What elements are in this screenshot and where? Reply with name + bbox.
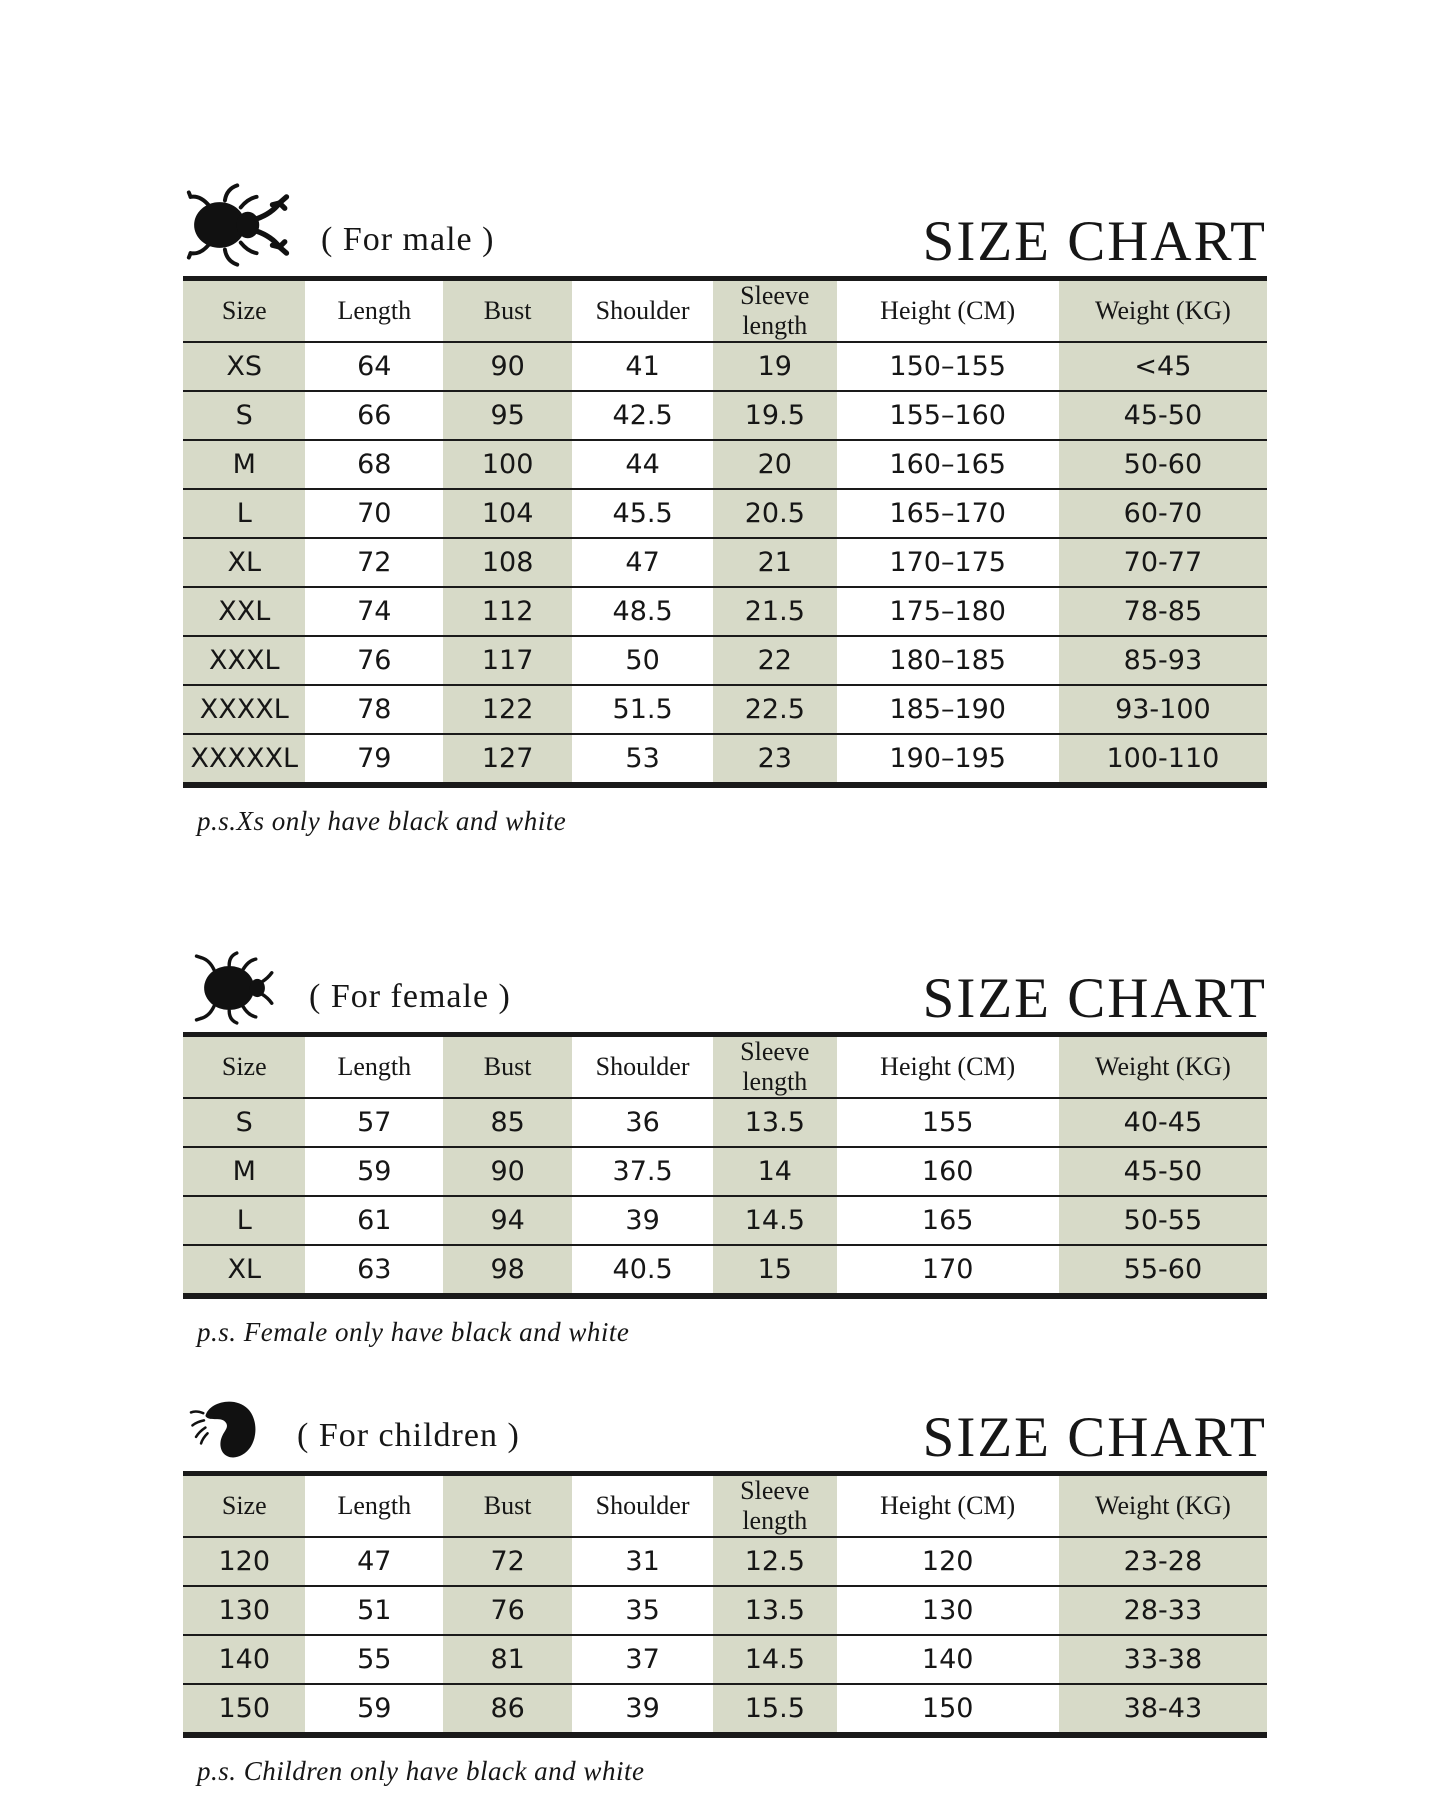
column-header: Bust [443, 279, 572, 343]
value-cell: 78 [357, 694, 392, 725]
value-cell: 50-55 [1059, 1196, 1267, 1245]
value-cell: 48.5 [612, 596, 673, 627]
table-row [183, 1098, 1267, 1147]
value-cell: 104 [443, 489, 572, 538]
size-cell: S [183, 1098, 305, 1147]
size-cell: L [183, 489, 305, 538]
table-row [183, 1586, 1267, 1635]
value-cell: 15.5 [713, 1684, 837, 1735]
male-size-table [183, 276, 1267, 788]
value-cell: 12.5 [713, 1537, 837, 1586]
value-cell: 40-45 [1059, 1098, 1267, 1147]
value-cell: 140 [921, 1644, 974, 1675]
size-cell: XXL [183, 587, 305, 636]
value-cell: 13.5 [713, 1098, 837, 1147]
value-cell: 41 [625, 351, 660, 382]
value-cell: 20 [713, 440, 837, 489]
column-header: Height (CM) [880, 1052, 1016, 1081]
size-cell: 140 [183, 1635, 305, 1684]
value-cell: 76 [443, 1586, 572, 1635]
value-cell: 38-43 [1059, 1684, 1267, 1735]
value-cell: 55 [357, 1644, 392, 1675]
value-cell: 117 [443, 636, 572, 685]
value-cell: 51 [357, 1595, 392, 1626]
table-row [183, 440, 1267, 489]
value-cell: 14.5 [713, 1635, 837, 1684]
column-header: Shoulder [595, 296, 690, 325]
table-row [183, 1684, 1267, 1735]
column-header: Length [337, 296, 412, 325]
value-cell: 130 [921, 1595, 974, 1626]
section-header [183, 1395, 1267, 1469]
value-cell: 175–180 [889, 596, 1006, 627]
value-cell: 108 [443, 538, 572, 587]
table-row [183, 489, 1267, 538]
column-header: Shoulder [595, 1491, 690, 1520]
table-row [183, 1147, 1267, 1196]
column-header: Weight (KG) [1059, 1474, 1267, 1538]
value-cell: 37 [625, 1644, 660, 1675]
size-cell: 130 [183, 1586, 305, 1635]
value-cell: 85-93 [1059, 636, 1267, 685]
value-cell: 37.5 [612, 1156, 673, 1187]
table-row [183, 1537, 1267, 1586]
value-cell: 31 [625, 1546, 660, 1577]
header-left [183, 181, 494, 269]
table-row [183, 587, 1267, 636]
value-cell: 86 [443, 1684, 572, 1735]
female-beetle-icon [183, 950, 283, 1026]
header-row [183, 279, 1267, 343]
table-row [183, 391, 1267, 440]
chart-title-female: SIZE CHART [922, 966, 1267, 1030]
value-cell: 44 [625, 449, 660, 480]
value-cell: 190–195 [889, 743, 1006, 774]
value-cell: 81 [443, 1635, 572, 1684]
value-cell: 112 [443, 587, 572, 636]
value-cell: 170–175 [889, 547, 1006, 578]
table-row [183, 734, 1267, 785]
section-children [183, 1395, 1267, 1787]
column-header: Weight (KG) [1059, 1035, 1267, 1099]
value-cell: 165 [921, 1205, 974, 1236]
size-cell: XXXXXL [183, 734, 305, 785]
value-cell: 35 [625, 1595, 660, 1626]
size-cell: XL [183, 1245, 305, 1296]
group-label-children: ( For children ) [297, 1417, 520, 1454]
section-header [183, 952, 1267, 1030]
section-female [183, 952, 1267, 1348]
size-cell: 150 [183, 1684, 305, 1735]
value-cell: 50-60 [1059, 440, 1267, 489]
value-cell: 15 [713, 1245, 837, 1296]
value-cell: 57 [357, 1107, 392, 1138]
value-cell: 70-77 [1059, 538, 1267, 587]
value-cell: 19 [713, 342, 837, 391]
value-cell: 68 [357, 449, 392, 480]
value-cell: 45-50 [1059, 391, 1267, 440]
value-cell: 60-70 [1059, 489, 1267, 538]
value-cell: <45 [1059, 342, 1267, 391]
column-header: Sleeve length [713, 279, 837, 343]
value-cell: 22.5 [713, 685, 837, 734]
value-cell: 160–165 [889, 449, 1006, 480]
value-cell: 40.5 [612, 1254, 673, 1285]
value-cell: 122 [443, 685, 572, 734]
value-cell: 98 [443, 1245, 572, 1296]
column-header: Height (CM) [880, 1491, 1016, 1520]
value-cell: 33-38 [1059, 1635, 1267, 1684]
footnote-female: p.s. Female only have black and white [197, 1317, 630, 1347]
value-cell: 93-100 [1059, 685, 1267, 734]
female-size-table [183, 1032, 1267, 1299]
value-cell: 39 [625, 1205, 660, 1236]
section-male [183, 183, 1267, 837]
value-cell: 66 [357, 400, 392, 431]
value-cell: 51.5 [612, 694, 673, 725]
size-cell: M [183, 440, 305, 489]
table-row [183, 1196, 1267, 1245]
column-header: Length [337, 1052, 412, 1081]
value-cell: 185–190 [889, 694, 1006, 725]
value-cell: 155–160 [889, 400, 1006, 431]
value-cell: 63 [357, 1254, 392, 1285]
value-cell: 14 [713, 1147, 837, 1196]
value-cell: 59 [357, 1693, 392, 1724]
value-cell: 14.5 [713, 1196, 837, 1245]
value-cell: 23-28 [1059, 1537, 1267, 1586]
column-header: Bust [443, 1474, 572, 1538]
value-cell: 20.5 [713, 489, 837, 538]
column-header: Size [183, 1035, 305, 1099]
value-cell: 61 [357, 1205, 392, 1236]
value-cell: 95 [443, 391, 572, 440]
value-cell: 150–155 [889, 351, 1006, 382]
value-cell: 74 [357, 596, 392, 627]
value-cell: 22 [713, 636, 837, 685]
group-label-female: ( For female ) [309, 978, 511, 1015]
value-cell: 90 [443, 1147, 572, 1196]
value-cell: 155 [921, 1107, 974, 1138]
column-header: Height (CM) [880, 296, 1016, 325]
value-cell: 59 [357, 1156, 392, 1187]
value-cell: 79 [357, 743, 392, 774]
size-cell: XS [183, 342, 305, 391]
size-cell: XXXXL [183, 685, 305, 734]
header-row [183, 1035, 1267, 1099]
column-header: Length [337, 1491, 412, 1520]
column-header: Shoulder [595, 1052, 690, 1081]
value-cell: 42.5 [612, 400, 673, 431]
value-cell: 50 [625, 645, 660, 676]
value-cell: 72 [443, 1537, 572, 1586]
male-beetle-icon [183, 181, 295, 269]
size-cell: S [183, 391, 305, 440]
value-cell: 90 [443, 342, 572, 391]
value-cell: 47 [357, 1546, 392, 1577]
size-cell: XL [183, 538, 305, 587]
table-row [183, 342, 1267, 391]
chart-title-children: SIZE CHART [922, 1405, 1267, 1469]
value-cell: 39 [625, 1693, 660, 1724]
value-cell: 55-60 [1059, 1245, 1267, 1296]
value-cell: 64 [357, 351, 392, 382]
size-cell: L [183, 1196, 305, 1245]
value-cell: 150 [921, 1693, 974, 1724]
table-row [183, 685, 1267, 734]
column-header: Size [183, 1474, 305, 1538]
value-cell: 13.5 [713, 1586, 837, 1635]
table-row [183, 636, 1267, 685]
value-cell: 19.5 [713, 391, 837, 440]
value-cell: 28-33 [1059, 1586, 1267, 1635]
value-cell: 45-50 [1059, 1147, 1267, 1196]
value-cell: 127 [443, 734, 572, 785]
footnote-male: p.s.Xs only have black and white [197, 806, 567, 836]
value-cell: 160 [921, 1156, 974, 1187]
size-cell: 120 [183, 1537, 305, 1586]
value-cell: 72 [357, 547, 392, 578]
column-header: Sleeve length [713, 1474, 837, 1538]
column-header: Bust [443, 1035, 572, 1099]
value-cell: 100-110 [1059, 734, 1267, 785]
value-cell: 47 [625, 547, 660, 578]
value-cell: 23 [713, 734, 837, 785]
column-header: Weight (KG) [1059, 279, 1267, 343]
section-header [183, 183, 1267, 273]
value-cell: 21 [713, 538, 837, 587]
value-cell: 180–185 [889, 645, 1006, 676]
value-cell: 53 [625, 743, 660, 774]
value-cell: 76 [357, 645, 392, 676]
size-cell: XXXL [183, 636, 305, 685]
column-header: Size [183, 279, 305, 343]
value-cell: 170 [921, 1254, 974, 1285]
value-cell: 94 [443, 1196, 572, 1245]
value-cell: 85 [443, 1098, 572, 1147]
children-size-table [183, 1471, 1267, 1738]
header-left [183, 1393, 520, 1465]
value-cell: 21.5 [713, 587, 837, 636]
size-cell: M [183, 1147, 305, 1196]
table-row [183, 1245, 1267, 1296]
table-row [183, 1635, 1267, 1684]
value-cell: 70 [357, 498, 392, 529]
value-cell: 165–170 [889, 498, 1006, 529]
value-cell: 120 [921, 1546, 974, 1577]
value-cell: 100 [443, 440, 572, 489]
header-left [183, 950, 511, 1026]
chart-title-male: SIZE CHART [922, 209, 1267, 273]
value-cell: 78-85 [1059, 587, 1267, 636]
footnote-children: p.s. Children only have black and white [197, 1756, 645, 1786]
header-row [183, 1474, 1267, 1538]
column-header: Sleeve length [713, 1035, 837, 1099]
value-cell: 45.5 [612, 498, 673, 529]
group-label-male: ( For male ) [321, 221, 495, 258]
value-cell: 36 [625, 1107, 660, 1138]
table-row [183, 538, 1267, 587]
children-larva-icon [183, 1393, 271, 1465]
